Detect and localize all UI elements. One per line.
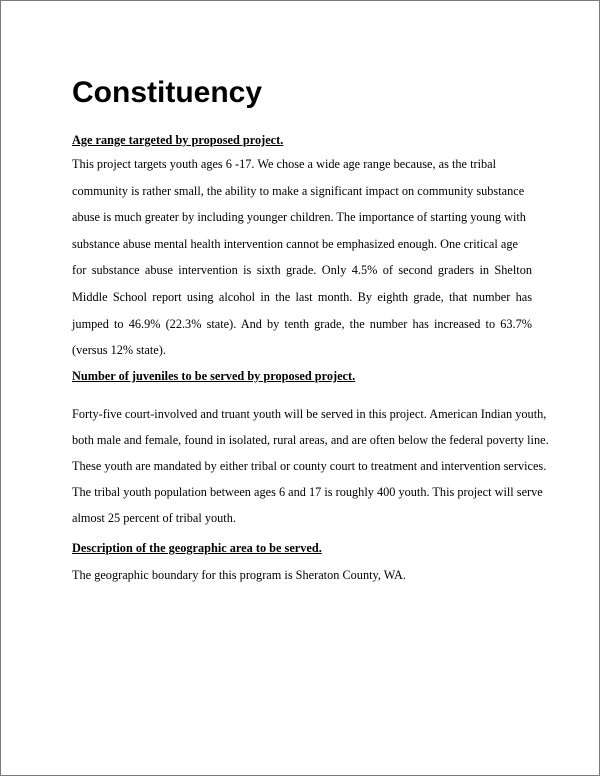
paragraph-line: jumped to 46.9% (22.3% state). And by tenth grade, the number has increased to 63.7% bbox=[72, 316, 532, 331]
paragraph-line: both male and female, found in isolated, rural areas, and are often below the federal poverty line. bbox=[72, 433, 549, 447]
paragraph-line: substance abuse mental health intervention cannot be emphasized enough. One critical age bbox=[72, 236, 518, 251]
section-heading-text: Age range targeted by proposed project bbox=[72, 133, 281, 147]
section-heading-age-range bbox=[72, 132, 283, 148]
section-heading-text: Description of the geographic area to be served. bbox=[72, 541, 322, 555]
paragraph-geographic-area bbox=[72, 565, 532, 585]
paragraph-line: The tribal youth population between ages 6 and 17 is roughly 400 youth. This project will serve bbox=[72, 485, 543, 499]
paragraph-line: Middle School report using alcohol in the last month. By eighth grade, that number has bbox=[72, 289, 532, 304]
section-heading-trail: . bbox=[352, 369, 356, 383]
paragraph-line: community is rather small, the ability to make a significant impact on community substance bbox=[72, 183, 525, 198]
paragraph-age-range bbox=[72, 151, 532, 364]
paragraph-line: These youth are mandated by either tribal or county court to treatment and intervention services. bbox=[72, 459, 547, 473]
section-heading-text: Number of juveniles to be served by proposed project bbox=[72, 369, 353, 383]
section-heading-juveniles bbox=[72, 368, 355, 384]
paragraph-line: This project targets youth ages 6 -17. We chose a wide age range because, as the tribal bbox=[72, 157, 497, 171]
paragraph-juveniles bbox=[72, 401, 549, 531]
paragraph-line: abuse is much greater by including younger children. The importance of starting young with bbox=[72, 210, 526, 225]
paragraph-line: Forty-five court-involved and truant youth will be served in this project. American Indian youth, bbox=[72, 407, 547, 421]
page-title: Constituency bbox=[72, 76, 263, 109]
paragraph-line: almost 25 percent of tribal youth. bbox=[72, 511, 236, 525]
paragraph-line: The geographic boundary for this program is Sheraton County, WA. bbox=[72, 568, 406, 582]
paragraph-line: (versus 12% state). bbox=[72, 343, 166, 358]
paragraph-line: for substance abuse intervention is sixth grade. Only 4.5% of second graders in Shelton bbox=[72, 263, 532, 278]
section-heading-geographic-area bbox=[72, 540, 322, 556]
section-heading-trail: . bbox=[280, 133, 284, 147]
